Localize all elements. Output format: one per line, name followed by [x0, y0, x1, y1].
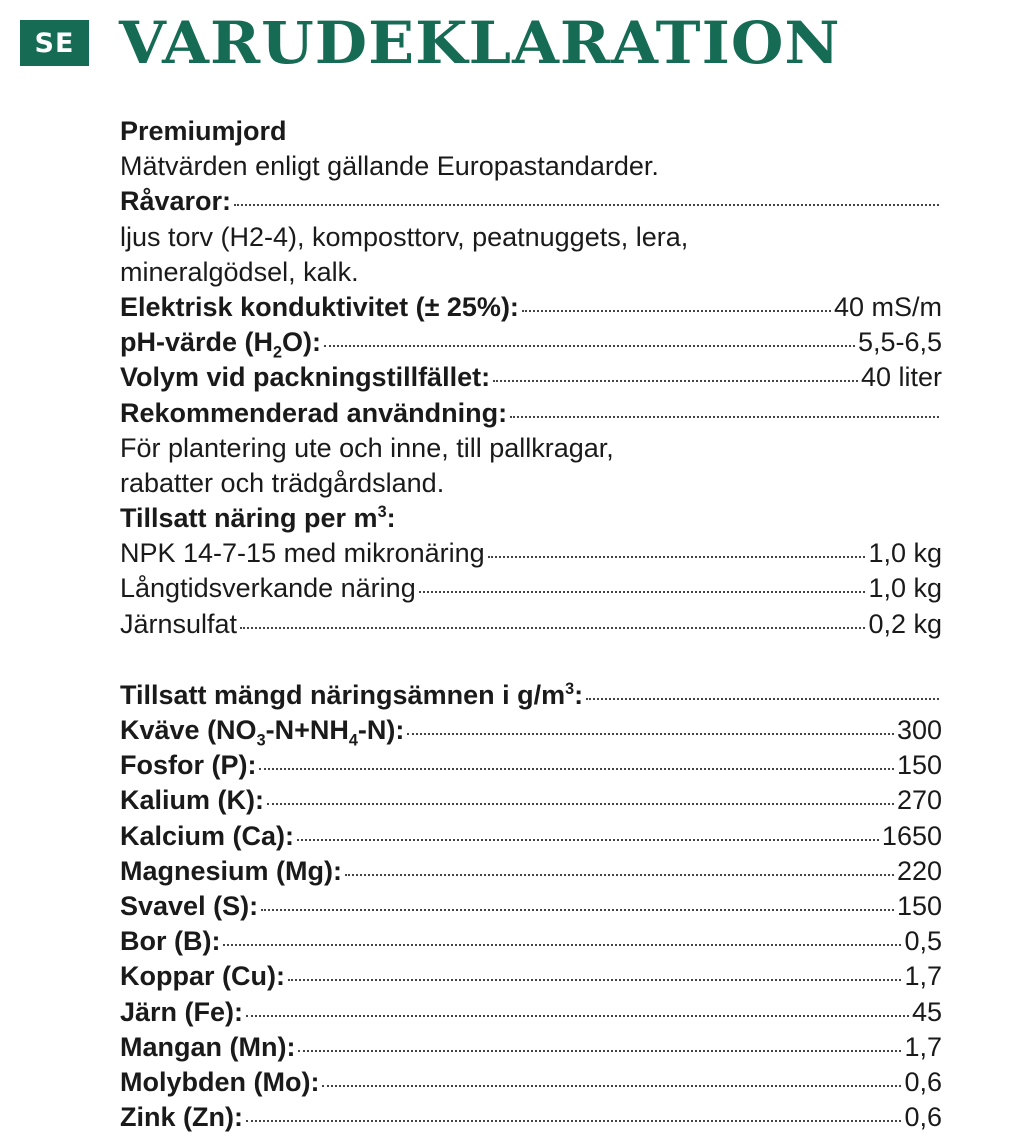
nutrient-row — [120, 1100, 942, 1135]
ph-value: 5,5-6,5 — [857, 327, 942, 358]
dot-leader — [234, 204, 939, 206]
nutrient-label: Järn (Fe): — [120, 996, 244, 1027]
dot-leader — [586, 698, 939, 700]
nutrition-item-label: NPK 14-7-15 med mikronäring — [120, 538, 485, 569]
nutrition-item-label: Långtidsverkande näring — [120, 573, 416, 604]
dot-leader — [493, 380, 858, 382]
nutrition-item-value: 0,2 kg — [868, 608, 942, 639]
nutrient-value: 0,6 — [904, 1102, 942, 1133]
dot-leader — [261, 909, 894, 911]
nutrient-row — [120, 995, 942, 1030]
nutrient-label: Svavel (S): — [120, 890, 259, 921]
nutrient-row — [120, 819, 942, 854]
header — [20, 9, 841, 77]
nutrient-row — [120, 854, 942, 889]
nutrition-item-label: Järnsulfat — [120, 608, 238, 639]
nutrient-value: 300 — [896, 715, 942, 745]
nutrient-label: Koppar (Cu): — [120, 961, 285, 992]
nutrient-row — [120, 959, 942, 994]
dot-leader — [288, 979, 901, 981]
nutrient-amounts-heading: Tillsatt mängd näringsämnen i $g/m^3$: — [120, 678, 942, 713]
nutrient-value: 1,7 — [904, 961, 942, 992]
dot-leader — [267, 803, 894, 805]
nutrient-label: Kalium (K): — [120, 785, 264, 816]
raw-materials-line: mineralgödsel, kalk. — [120, 256, 359, 287]
nutrient-row — [120, 783, 942, 818]
conductivity-row — [120, 290, 942, 325]
nutrient-value: 1,7 — [904, 1031, 942, 1062]
dot-leader — [522, 310, 831, 312]
dot-leader — [345, 874, 894, 876]
nutrition-item-row — [120, 571, 942, 606]
nutrition-item-value: 1,0 kg — [868, 573, 942, 604]
nutrient-value: 220 — [896, 855, 942, 886]
dot-leader — [240, 627, 865, 629]
raw-materials-label: Råvaror: — [120, 186, 232, 217]
nutrition-item-value: 1,0 kg — [868, 538, 942, 569]
nutrient-value: 45 — [911, 996, 942, 1027]
nutrient-label: Magnesium (Mg): — [120, 855, 342, 886]
nutrient-label: Bor (B): — [120, 926, 221, 957]
dot-leader — [510, 416, 939, 418]
added-nutrition-heading: Tillsatt näring per $m^3$: — [120, 503, 396, 534]
conductivity-label: Elektrisk konduktivitet (± 25%): — [120, 291, 519, 322]
dot-leader — [488, 556, 866, 558]
recommended-row — [120, 396, 942, 431]
dot-leader — [297, 839, 879, 841]
product-name: Premiumjord — [120, 116, 287, 146]
nutrient-row-nitrogen — [120, 713, 942, 748]
language-badge: SE — [20, 20, 89, 66]
dot-leader — [246, 1015, 909, 1017]
nutrient-value: 1650 — [881, 820, 942, 851]
nutrient-row — [120, 924, 942, 959]
ph-row — [120, 325, 942, 360]
nutrient-value: 150 — [896, 890, 942, 921]
volume-label: Volym vid packningstillfället: — [120, 362, 491, 393]
dot-leader — [223, 944, 901, 946]
nutrient-label: Fosfor (P): — [120, 750, 257, 781]
volume-row — [120, 360, 942, 395]
nutrient-label: Kalcium (Ca): — [120, 820, 295, 851]
recommended-line: rabatter och trädgårdsland. — [120, 467, 445, 498]
nutrient-row — [120, 748, 942, 783]
declaration-content — [120, 114, 942, 1135]
nutrient-row — [120, 1030, 942, 1065]
nutrition-item-row — [120, 607, 942, 642]
volume-value: 40 liter — [860, 362, 942, 393]
conductivity-value: 40 mS/m — [833, 291, 942, 322]
recommended-label: Rekommenderad användning: — [120, 397, 508, 428]
nutrient-label: Zink (Zn): — [120, 1102, 243, 1133]
nutrient-value: 150 — [896, 750, 942, 781]
nutrient-label: Mangan (Mn): — [120, 1031, 296, 1062]
dot-leader — [298, 1050, 901, 1052]
ph-label: pH-värde $(H_2O)$: — [120, 327, 322, 362]
nutrient-value: 270 — [896, 785, 942, 816]
section-spacer — [120, 642, 942, 678]
raw-materials-row — [120, 184, 942, 219]
page-title: VARUDEKLARATION — [119, 9, 841, 77]
dot-leader — [407, 733, 894, 735]
raw-materials-line: ljus torv (H2-4), komposttorv, peatnuggets, lera, — [120, 221, 689, 252]
dot-leader — [246, 1120, 901, 1122]
nutrient-label: Molybden (Mo): — [120, 1066, 320, 1097]
nutrient-row — [120, 1065, 942, 1100]
dot-leader — [322, 1085, 901, 1087]
nutrient-row — [120, 889, 942, 924]
dot-leader — [419, 591, 866, 593]
intro-text: Mätvärden enligt gällande Europastandarder. — [120, 151, 659, 182]
nutrition-item-row — [120, 536, 942, 571]
nutrient-value: 0,6 — [904, 1066, 942, 1097]
nutrient-value: 0,5 — [904, 926, 942, 957]
dot-leader — [259, 768, 893, 770]
recommended-line: För plantering ute och inne, till pallkragar, — [120, 432, 614, 463]
nutrient-label: Kväve $(NO_3-N+NH_4-N)$: — [120, 715, 405, 750]
dot-leader — [324, 345, 855, 347]
